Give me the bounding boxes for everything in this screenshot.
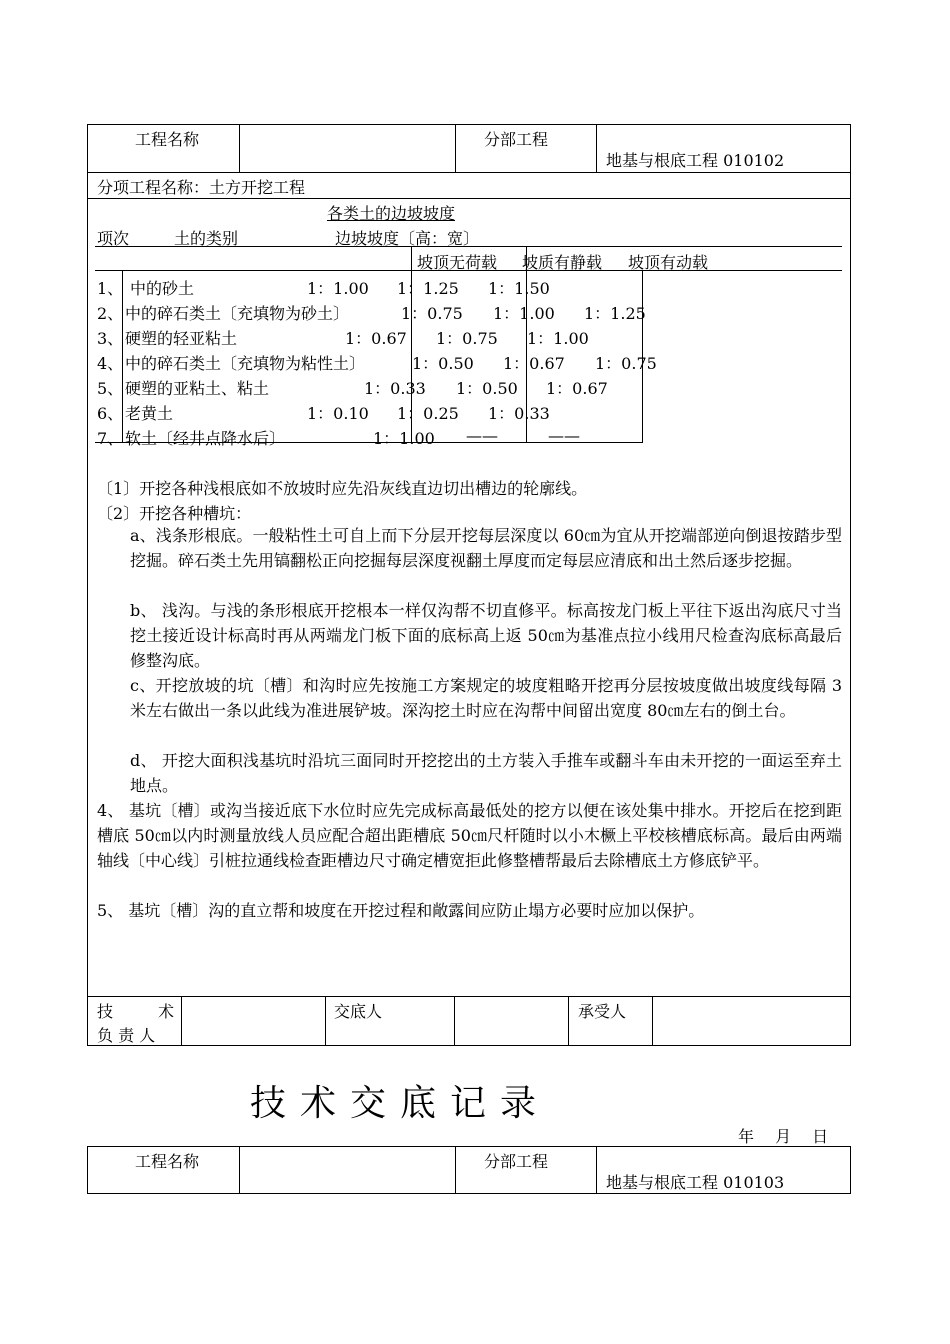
- row-v1: 1：1.00: [373, 429, 435, 448]
- paragraph-2: 〔2〕开挖各种槽坑：: [97, 504, 252, 523]
- sub-header-3: 坡顶有动载: [628, 253, 709, 272]
- row-soil: 硬塑的亚粘土、粘土: [125, 379, 270, 398]
- row-v3: 1：1.00: [527, 329, 589, 348]
- project-name-label: 工程名称: [135, 1152, 200, 1171]
- divider: [455, 1146, 456, 1194]
- tech-lead-label-a: 技: [97, 1002, 114, 1021]
- row-no: 5、: [97, 379, 124, 398]
- slope-title: 各类土的边坡坡度: [327, 204, 456, 223]
- row-no: 3、: [97, 329, 124, 348]
- divider: [87, 198, 851, 199]
- row-v2: 1：0.50: [456, 379, 518, 398]
- row-v2: 1：0.67: [503, 354, 565, 373]
- row-v2: 1：1.00: [493, 304, 555, 323]
- row-v1: 1：0.67: [345, 329, 407, 348]
- paragraph-a: a、浅条形根底。一般粘性土可自上而下分层开挖每层深度以 60㎝为宜从开挖端部逆向倒退按踏步型挖掘。碎石类土先用镐翻松正向挖掘每层深度视翻土厚度而定每层应清底和出土然后逐步挖掘。: [130, 526, 842, 570]
- row-v1: 1：0.10: [307, 404, 369, 423]
- tech-lead-label-b: 术: [158, 1002, 175, 1021]
- divider: [454, 996, 455, 1046]
- row-v1: 1：1.00: [307, 279, 369, 298]
- paragraph-4: 4、 基坑〔槽〕或沟当接近底下水位时应先完成标高最低处的挖方以便在该处集中排水。开挖后在挖到距槽底 50㎝以内时测量放线人员应配合超出距槽底 50㎝尺杆随时以小木橛上平校核槽底标高。最后由两端轴线〔中心线〕引桩拉通线检查距槽边尺寸确定槽宽拒此修整槽帮最后去除槽底土方修底铲平。: [97, 801, 842, 870]
- row-v3: ——: [548, 426, 580, 445]
- sub-header-2: 坡质有静载: [522, 253, 603, 272]
- tech-lead-label-c: 负 责 人: [97, 1026, 156, 1045]
- divider: [239, 1146, 240, 1194]
- handover-label: 交底人: [334, 1002, 383, 1021]
- col-soil: 土的类别: [174, 229, 239, 248]
- paragraph-b: b、 浅沟。与浅的条形根底开挖根本一样仅沟帮不切直修平。标高按龙门板上平往下返出沟底尺寸当挖土接近设计标高时再从两端龙门板下面的底标高上返 50㎝为基准点拉小线用尺检查沟底标高最后修整沟底。: [130, 601, 842, 670]
- divider: [239, 124, 240, 173]
- row-no: 1、: [97, 279, 124, 298]
- row-soil: 硬塑的轻亚粘土: [125, 329, 238, 348]
- division-value: 地基与根底工程 010103: [606, 1173, 785, 1192]
- divider: [181, 996, 182, 1046]
- row-no: 2、: [97, 304, 124, 323]
- divider: [596, 124, 597, 173]
- row-soil: 老黄土: [125, 404, 174, 423]
- row-v1: 1：0.33: [364, 379, 426, 398]
- row-v1: 1：0.75: [401, 304, 463, 323]
- row-v1: 1：0.50: [412, 354, 474, 373]
- content-box: [87, 172, 851, 997]
- paragraph-1: 〔1〕开挖各种浅根底如不放坡时应先沿灰线直边切出槽边的轮廓线。: [97, 479, 588, 498]
- row-v3: 1：0.33: [488, 404, 550, 423]
- row-soil: 中的砂土: [130, 279, 195, 298]
- divider: [652, 996, 653, 1046]
- row-v2: 1：1.25: [397, 279, 459, 298]
- col-slope: 边坡坡度〔高：宽〕: [335, 229, 480, 248]
- row-soil: 中的碎石类土〔充填物为砂土〕: [125, 304, 350, 323]
- paragraph-5: 5、 基坑〔槽〕沟的直立帮和坡度在开挖过程和敞露间应防止塌方必要时应加以保护。: [97, 901, 705, 920]
- table-rule: [95, 246, 842, 247]
- row-soil: 软土〔经井点降水后〕: [125, 429, 286, 448]
- row-v3: 1：1.25: [584, 304, 646, 323]
- row-v3: 1：0.75: [595, 354, 657, 373]
- divider: [568, 996, 569, 1046]
- division-label: 分部工程: [484, 1152, 549, 1171]
- subitem-label: 分项工程名称：土方开挖工程: [97, 178, 306, 197]
- division-value: 地基与根底工程 010102: [606, 151, 785, 170]
- page-title: 技术交底记录: [250, 1083, 551, 1124]
- date-line: 年 月 日: [738, 1127, 829, 1146]
- receiver-label: 承受人: [578, 1002, 627, 1021]
- project-name-label: 工程名称: [135, 130, 200, 149]
- paragraph-c: c、开挖放坡的坑〔槽〕和沟时应先按施工方案规定的坡度粗略开挖再分层按坡度做出坡度线每隔 3 米左右做出一条以此线为准进展铲坡。深沟挖土时应在沟帮中间留出宽度 80㎝左右的倒土台。: [130, 676, 842, 720]
- divider: [455, 124, 456, 173]
- row-no: 6、: [97, 404, 124, 423]
- row-v2: 1：0.75: [436, 329, 498, 348]
- row-v2: 1：0.25: [397, 404, 459, 423]
- row-v3: 1：0.67: [546, 379, 608, 398]
- row-no: 4、: [97, 354, 124, 373]
- row-soil: 中的碎石类土〔充填物为粘性土〕: [125, 354, 366, 373]
- signature-row: [87, 996, 851, 1046]
- row-v2: ——: [466, 426, 498, 445]
- row-no: 7、: [97, 429, 124, 448]
- sub-header-1: 坡顶无荷载: [417, 253, 498, 272]
- divider: [325, 996, 326, 1046]
- divider: [596, 1146, 597, 1194]
- row-v3: 1：1.50: [488, 279, 550, 298]
- paragraph-d: d、 开挖大面积浅基坑时沿坑三面同时开挖挖出的土方装入手推车或翻斗车由未开挖的一面运至弃土地点。: [130, 751, 842, 795]
- division-label: 分部工程: [484, 130, 549, 149]
- col-item: 项次: [97, 229, 130, 248]
